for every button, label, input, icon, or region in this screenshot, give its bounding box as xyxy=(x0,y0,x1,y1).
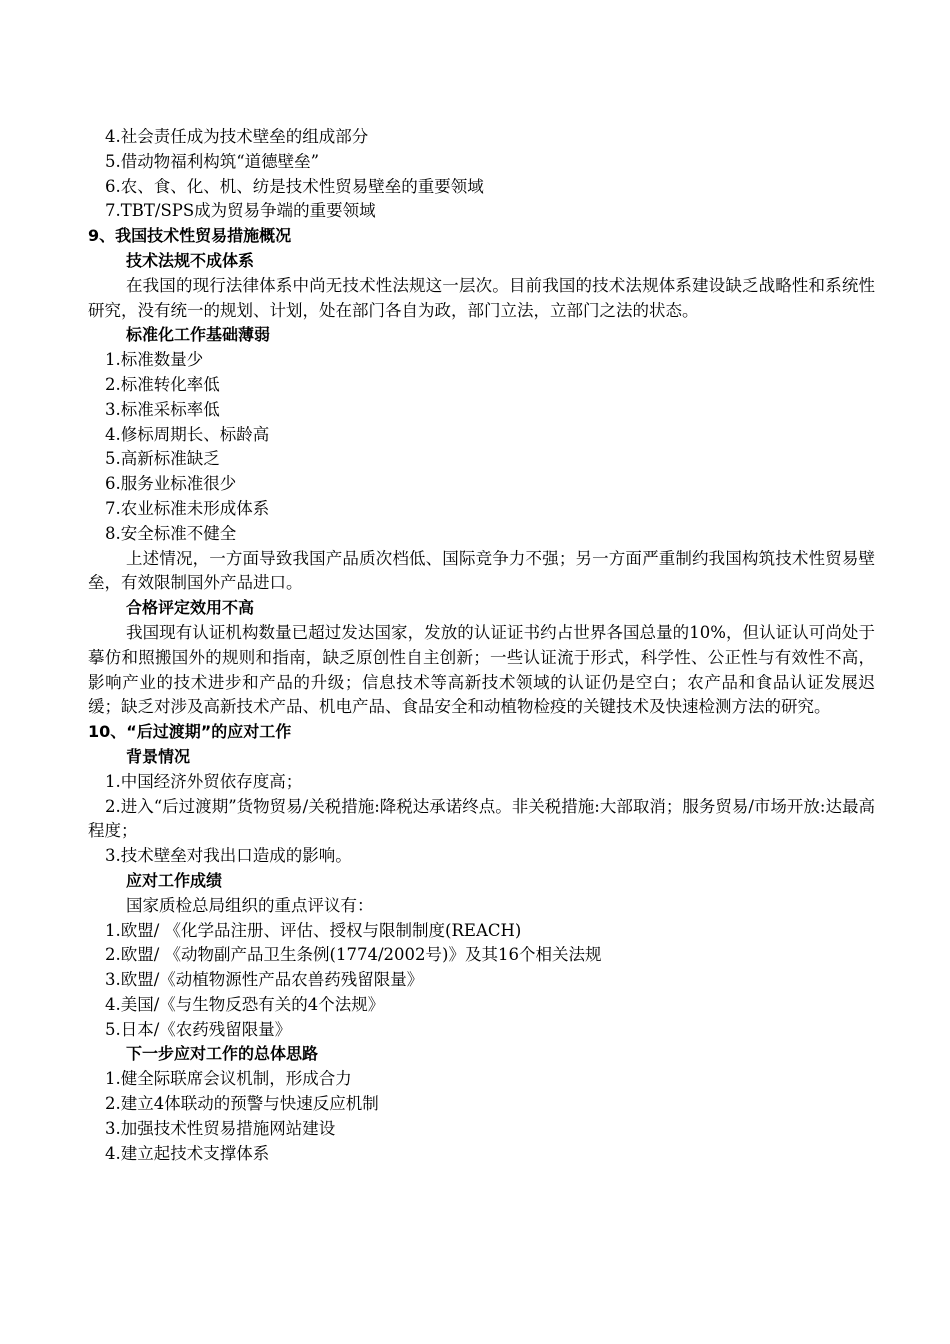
paragraph: 我国现有认证机构数量已超过发达国家，发放的认证证书约占世界各国总量的10%，但认证认可尚处于摹仿和照搬国外的规则和指南，缺乏原创性自主创新；一些认证流于形式，科学性、公正性与有效性不高，影响产业的技术进步和产品的升级；信息技术等高新技术领域的认证仍是空白；农产品和食品认证发展迟缓；缺乏对涉及高新技术产品、机电产品、食品安全和动植物检疫的关键技术及快速检测方法的研究。 xyxy=(88,622,875,717)
list-item: 1.标准数量少 xyxy=(105,350,204,370)
document-body xyxy=(88,125,875,1166)
list-item: 1.健全际联席会议机制，形成合力 xyxy=(105,1069,352,1089)
list-item: 1.欧盟/ 《化学品注册、评估、授权与限制制度(REACH) xyxy=(105,920,522,940)
list-item: 2.标准转化率低 xyxy=(105,374,220,394)
list-item: 2.欧盟/ 《动物副产品卫生条例(1774/2002号)》及其16个相关法规 xyxy=(105,945,602,965)
list-item: 7.TBT/SPS成为贸易争端的重要领域 xyxy=(105,201,376,221)
list-item: 3.技术壁垒对我出口造成的影响。 xyxy=(105,846,352,866)
list-item: 5.高新标准缺乏 xyxy=(105,449,220,469)
list-item: 4.建立起技术支撑体系 xyxy=(105,1143,270,1163)
intro-text: 国家质检总局组织的重点评议有： xyxy=(126,895,374,915)
list-item: 3.加强技术性贸易措施网站建设 xyxy=(105,1118,336,1138)
list-item: 5.日本/《农药残留限量》 xyxy=(105,1019,292,1039)
section-heading-9: 9、我国技术性贸易措施概况 xyxy=(88,226,292,246)
subheading: 技术法规不成体系 xyxy=(126,250,255,270)
paragraph: 上述情况，一方面导致我国产品质次档低、国际竞争力不强；另一方面严重制约我国构筑技术性贸易壁垒，有效限制国外产品进口。 xyxy=(88,548,875,593)
list-item: 2.进入“后过渡期”货物贸易/关税措施:降税达承诺终点。非关税措施:大部取消；服务贸易/市场开放:达最高程度； xyxy=(88,796,875,841)
subheading: 应对工作成绩 xyxy=(126,870,223,890)
list-item: 4.美国/《与生物反恐有关的4个法规》 xyxy=(105,994,385,1014)
list-item: 6.服务业标准很少 xyxy=(105,474,237,494)
list-item: 2.建立4体联动的预警与快速反应机制 xyxy=(105,1094,379,1114)
list-item: 7.农业标准未形成体系 xyxy=(105,498,270,518)
paragraph: 在我国的现行法律体系中尚无技术性法规这一层次。目前我国的技术法规体系建设缺乏战略性和系统性研究，没有统一的规划、计划，处在部门各自为政，部门立法，立部门之法的状态。 xyxy=(88,275,875,320)
section-heading-10: 10、“后过渡期”的应对工作 xyxy=(88,722,292,742)
subheading: 标准化工作基础薄弱 xyxy=(126,325,271,345)
list-item: 4.社会责任成为技术壁垒的组成部分 xyxy=(105,127,369,146)
list-item: 1.中国经济外贸依存度高； xyxy=(105,771,303,791)
list-item: 3.标准采标率低 xyxy=(105,399,220,419)
list-item: 4.修标周期长、标龄高 xyxy=(105,424,270,444)
list-item: 5.借动物福利构筑“道德壁垒” xyxy=(105,151,320,171)
subheading: 下一步应对工作的总体思路 xyxy=(126,1044,319,1064)
list-item: 6.农、食、化、机、纺是技术性贸易壁垒的重要领域 xyxy=(105,176,484,196)
list-item: 3.欧盟/《动植物源性产品农兽药残留限量》 xyxy=(105,970,424,990)
subheading: 合格评定效用不高 xyxy=(126,598,255,618)
list-item: 8.安全标准不健全 xyxy=(105,523,237,543)
subheading: 背景情况 xyxy=(126,746,191,766)
